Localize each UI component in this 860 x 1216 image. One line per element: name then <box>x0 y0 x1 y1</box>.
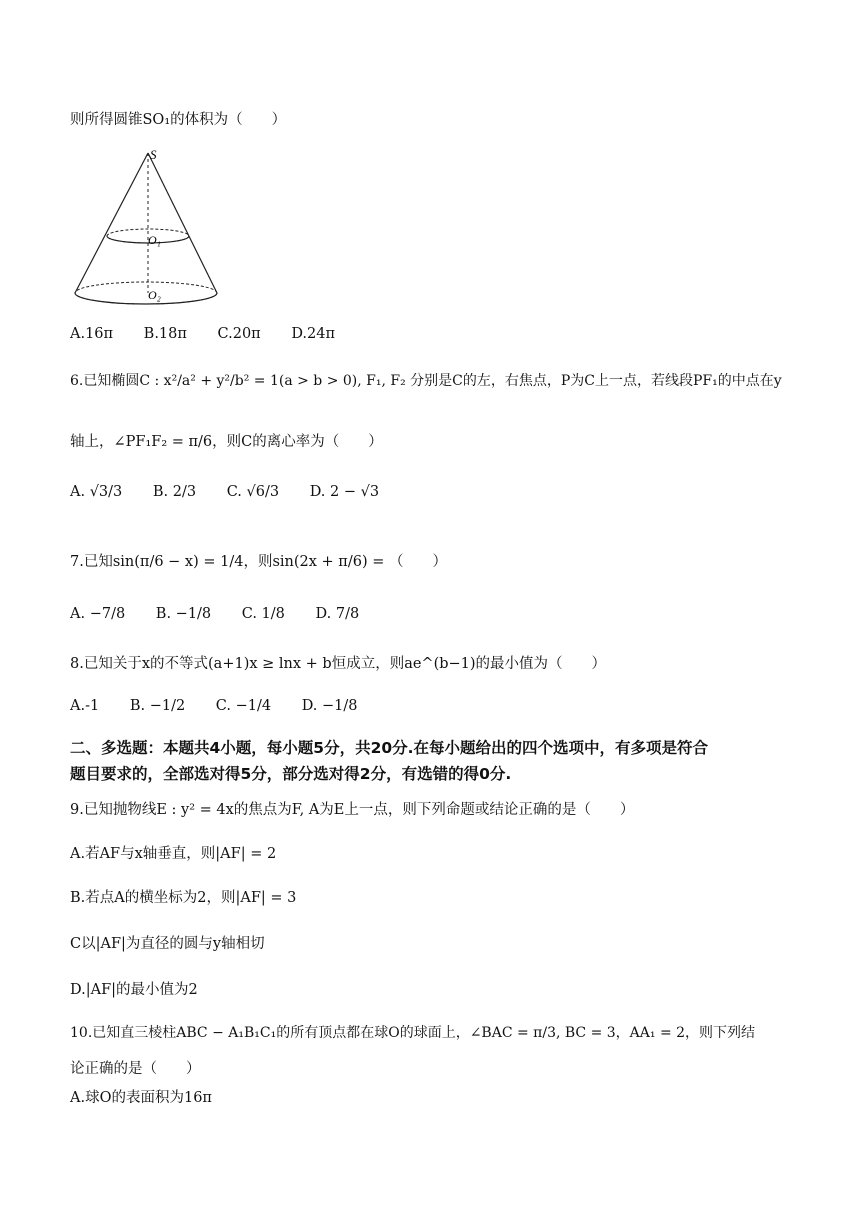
q5-option-d: D.24π <box>291 326 336 342</box>
label-s: S <box>150 147 157 162</box>
q7-options <box>70 606 385 622</box>
section-2-heading-line2: 题目要求的，全部选对得5分，部分选对得2分，有选错的得0分. <box>70 765 512 783</box>
q8-option-b: B. −1/2 <box>129 698 186 714</box>
label-o2: O₂ <box>148 288 161 302</box>
q6-options <box>70 484 405 500</box>
q9-stem <box>70 798 634 819</box>
q6-line2-text: 轴上，∠PF₁F₂ = π/6，则C的离心率为（ ） <box>70 434 383 450</box>
q10-line1 <box>70 1022 755 1042</box>
q9-option-d: D.|AF|的最小值为2 <box>70 982 198 998</box>
q5-option-a: A.16π <box>70 326 114 342</box>
q7-stem-text: 7.已知sin(π/6 − x) = 1/4，则sin(2x + π/6) = （ ） <box>70 554 447 570</box>
q6-line1 <box>70 370 782 390</box>
q8-options <box>70 698 384 714</box>
q6-option-d: D. 2 − √3 <box>309 484 380 500</box>
q10-line2: 论正确的是（ ） <box>70 1061 201 1077</box>
q7-option-c: C. 1/8 <box>241 606 285 622</box>
q6-option-a: A. √3/3 <box>70 484 123 500</box>
q8-option-d: D. −1/8 <box>301 698 358 714</box>
cone-figure <box>70 145 230 315</box>
q9-option-b: B.若点A的横坐标为2，则|AF| = 3 <box>70 890 297 906</box>
q5-option-c: C.20π <box>217 326 261 342</box>
q5-options <box>70 326 361 342</box>
q9-stem-text: 9.已知抛物线E : y² = 4x的焦点为F, A为E上一点，则下列命题或结论正确的是（ ） <box>70 802 635 818</box>
q6-line1-text: 6.已知椭圆C : x²/a² + y²/b² = 1(a > b > 0), F₁, F₂ 分别是C的左，右焦点，P为C上一点，若线段PF₁的中点在y <box>70 373 782 389</box>
q9-option-a: A.若AF与x轴垂直，则|AF| = 2 <box>70 846 277 862</box>
q5-stem-text: 则所得圆锥SO₁的体积为（ ） <box>70 112 287 128</box>
q5-stem <box>70 108 286 129</box>
q10-option-a: A.球O的表面积为16π <box>70 1090 212 1106</box>
q9-option-c: C以|AF|为直径的圆与y轴相切 <box>70 936 265 952</box>
q8-stem-text: 8.已知关于x的不等式(a+1)x ≥ lnx + b恒成立，则ae^(b−1)的最小值为（ ） <box>70 656 607 672</box>
q10-line1-text: 10.已知直三棱柱ABC − A₁B₁C₁的所有顶点都在球O的球面上，∠BAC = π/3, BC = 3，AA₁ = 2，则下列结 <box>70 1025 756 1041</box>
q6-option-b: B. 2/3 <box>152 484 197 500</box>
q6-option-c: C. √6/3 <box>226 484 280 500</box>
q8-stem <box>70 652 606 673</box>
q7-option-d: D. 7/8 <box>315 606 360 622</box>
q6-line2 <box>70 430 383 451</box>
label-o1: O₁ <box>148 233 161 247</box>
section-2-heading-line1: 二、多选题：本题共4小题，每小题5分，共20分.在每小题给出的四个选项中，有多项是符合 <box>70 739 709 757</box>
q8-option-a: A.-1 <box>70 698 100 714</box>
q7-option-b: B. −1/8 <box>155 606 212 622</box>
q7-option-a: A. −7/8 <box>70 606 126 622</box>
q8-option-c: C. −1/4 <box>215 698 272 714</box>
q5-option-b: B.18π <box>143 326 187 342</box>
q7-stem <box>70 550 447 571</box>
